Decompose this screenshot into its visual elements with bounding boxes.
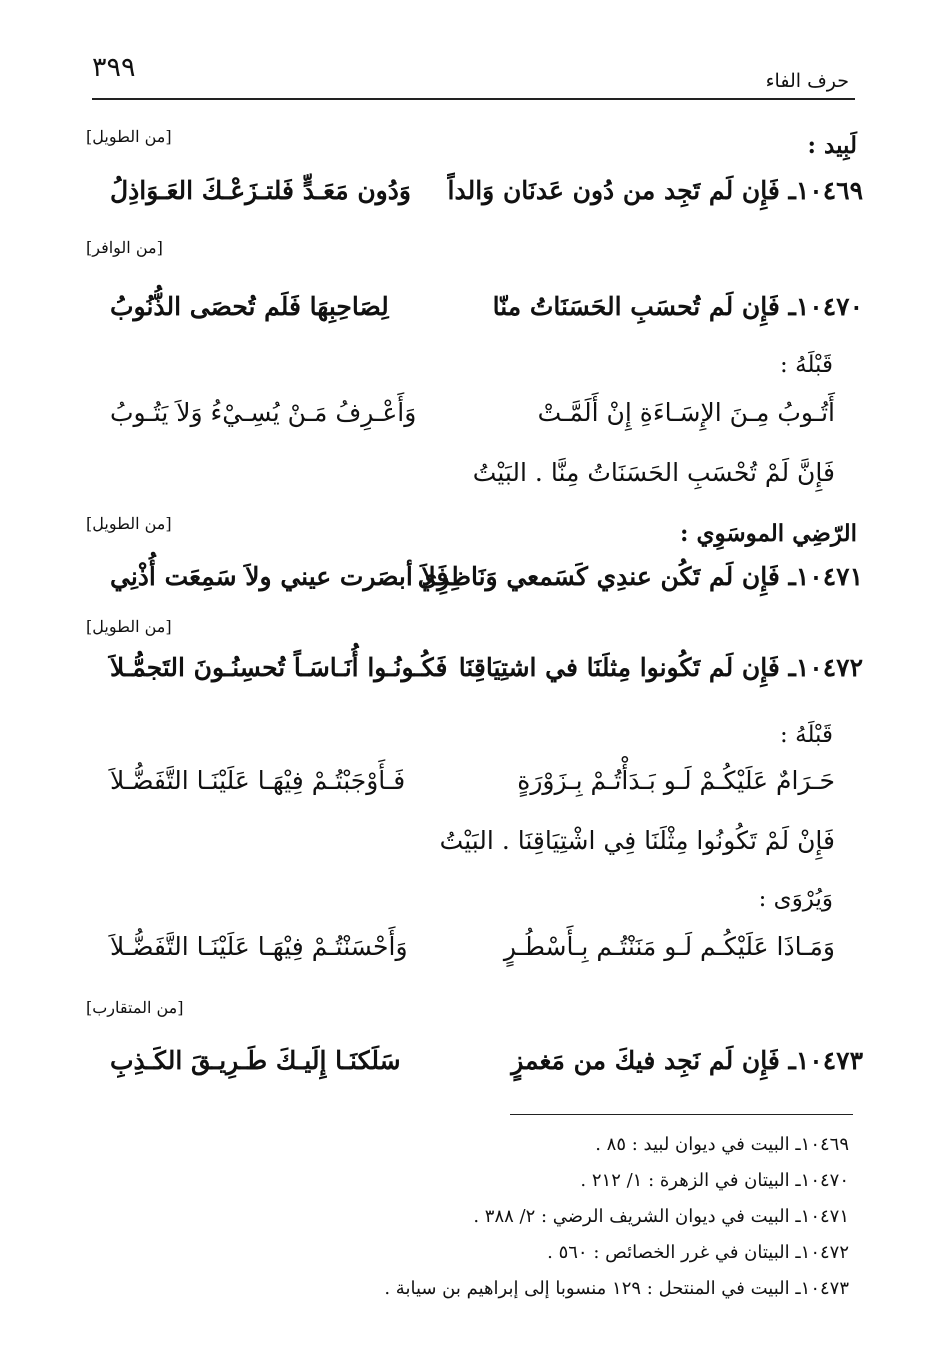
- verse-10471: [80, 562, 863, 602]
- context-second-hemistich: وَأَعْـرِفُ مَـنْ يُسِـيْءُ وَلاَ يَتُـوبُ: [110, 398, 417, 427]
- verse-second-hemistich: فَلاَ أبصَرت عيني ولاَ سَمِعَت أُذْنِي: [110, 562, 449, 591]
- running-head: حرف الفاء: [765, 70, 849, 92]
- context-second-hemistich: فَـأَوْجَبْتُـمْ فِيْهَـا عَلَيْنَـا التَّفَضُّـلاَ: [110, 766, 406, 795]
- variant-second-hemistich: وَأَحْسَنْتُـمْ فِيْهَـا عَلَيْنَـا التَّفَضُّـلاَ: [110, 932, 408, 961]
- prose-line: فَإِنَّ لَمْ تُحْسَبِ الحَسَنَاتُ مِنَّا . البَيْتُ: [472, 458, 835, 487]
- meter-label: [من الطويل]: [86, 514, 172, 533]
- footnote: ١٠٤٧١ـ البيت في ديوان الشريف الرضي : ٢/ ٣٨٨ .: [473, 1206, 849, 1227]
- poet-name: الرّضِي الموسَوِي :: [679, 520, 857, 547]
- verse-10470: [80, 292, 863, 332]
- verse-10469: [80, 176, 863, 216]
- footnote-rule: [510, 1114, 853, 1115]
- verse-second-hemistich: لِصَاحِبِهَا فَلَم تُحصَى الذُّنُوبُ: [110, 292, 389, 321]
- preceding-label: قَبْلَهُ :: [780, 722, 833, 748]
- footnote: ١٠٤٧٠ـ البيتان في الزهرة : ١/ ٢١٢ .: [580, 1170, 849, 1191]
- verse-second-hemistich: سَلَكنَـا إِلَيـكَ طَـرِيـقَ الكَـذِبِ: [110, 1046, 401, 1075]
- meter-label: [من الطويل]: [86, 617, 172, 636]
- footnote: ١٠٤٦٩ـ البيت في ديوان لبيد : ٨٥ .: [595, 1134, 849, 1155]
- verse-first-hemistich: ١٠٤٧٢ـ فَإِن لَم تَكُونوا مِثلَنَا في اشتِيَاقِنَا: [458, 653, 863, 682]
- context-verse: [80, 766, 863, 806]
- verse-first-hemistich: ١٠٤٧٠ـ فَإِن لَم تُحسَبِ الحَسَنَاتُ منّا: [492, 292, 863, 321]
- prose-line: فَإِنْ لَمْ تَكُونُوا مِثْلَنَا فِي اشْتِيَاقِنَا . البَيْتُ: [439, 826, 835, 855]
- context-first-hemistich: حَـرَامٌ عَلَيْكُـمْ لَـو بَـدَأْتُـمْ بِـزَوْرَةٍ: [517, 766, 835, 795]
- footnote: ١٠٤٧٣ـ البيت في المنتحل : ١٢٩ منسوبا إلى إبراهيم بن سيابة .: [384, 1278, 849, 1299]
- preceding-label: قَبْلَهُ :: [780, 352, 833, 378]
- verse-first-hemistich: ١٠٤٧١ـ فَإِن لَم تَكُن عندِي كَسَمعي وَنَاظِرِي: [417, 562, 863, 591]
- header-rule: [92, 98, 855, 100]
- poet-name: لَبِيد :: [807, 132, 857, 159]
- variant-label: وَيُرْوَى :: [758, 886, 833, 912]
- context-first-hemistich: أَتُـوبُ مِـنَ الإِسَـاءَةِ إِنْ أَلَمَّـتْ: [537, 398, 835, 427]
- meter-label: [من الطويل]: [86, 127, 172, 146]
- page-number: ٣٩٩: [92, 52, 136, 83]
- variant-first-hemistich: وَمَـاذَا عَلَيْكُـم لَـو مَنَنْتُـم بِـأَسْطُـرٍ: [503, 932, 835, 961]
- verse-first-hemistich: ١٠٤٦٩ـ فَإِن لَم تَجِد من دُون عَدنَان وَالداً: [447, 176, 863, 205]
- variant-verse: [80, 932, 863, 972]
- context-verse: [80, 398, 863, 438]
- verse-second-hemistich: فَكُـونُـوا أُنَـاسَـاً تُحسِنُـونَ التَجمُّـلاَ: [110, 653, 448, 682]
- meter-label: [من المتقارب]: [86, 998, 184, 1017]
- verse-10473: [80, 1046, 863, 1086]
- verse-second-hemistich: وَدُون مَعَـدٍّ فَلتـزَعْـكَ العَـوَاذِلُ: [110, 176, 411, 205]
- meter-label: [من الوافر]: [86, 238, 163, 257]
- footnote: ١٠٤٧٢ـ البيتان في غرر الخصائص : ٥٦٠ .: [547, 1242, 849, 1263]
- verse-10472: [80, 653, 863, 693]
- verse-first-hemistich: ١٠٤٧٣ـ فَإِن لَم نَجِد فيكَ من مَغمزٍ: [511, 1046, 863, 1075]
